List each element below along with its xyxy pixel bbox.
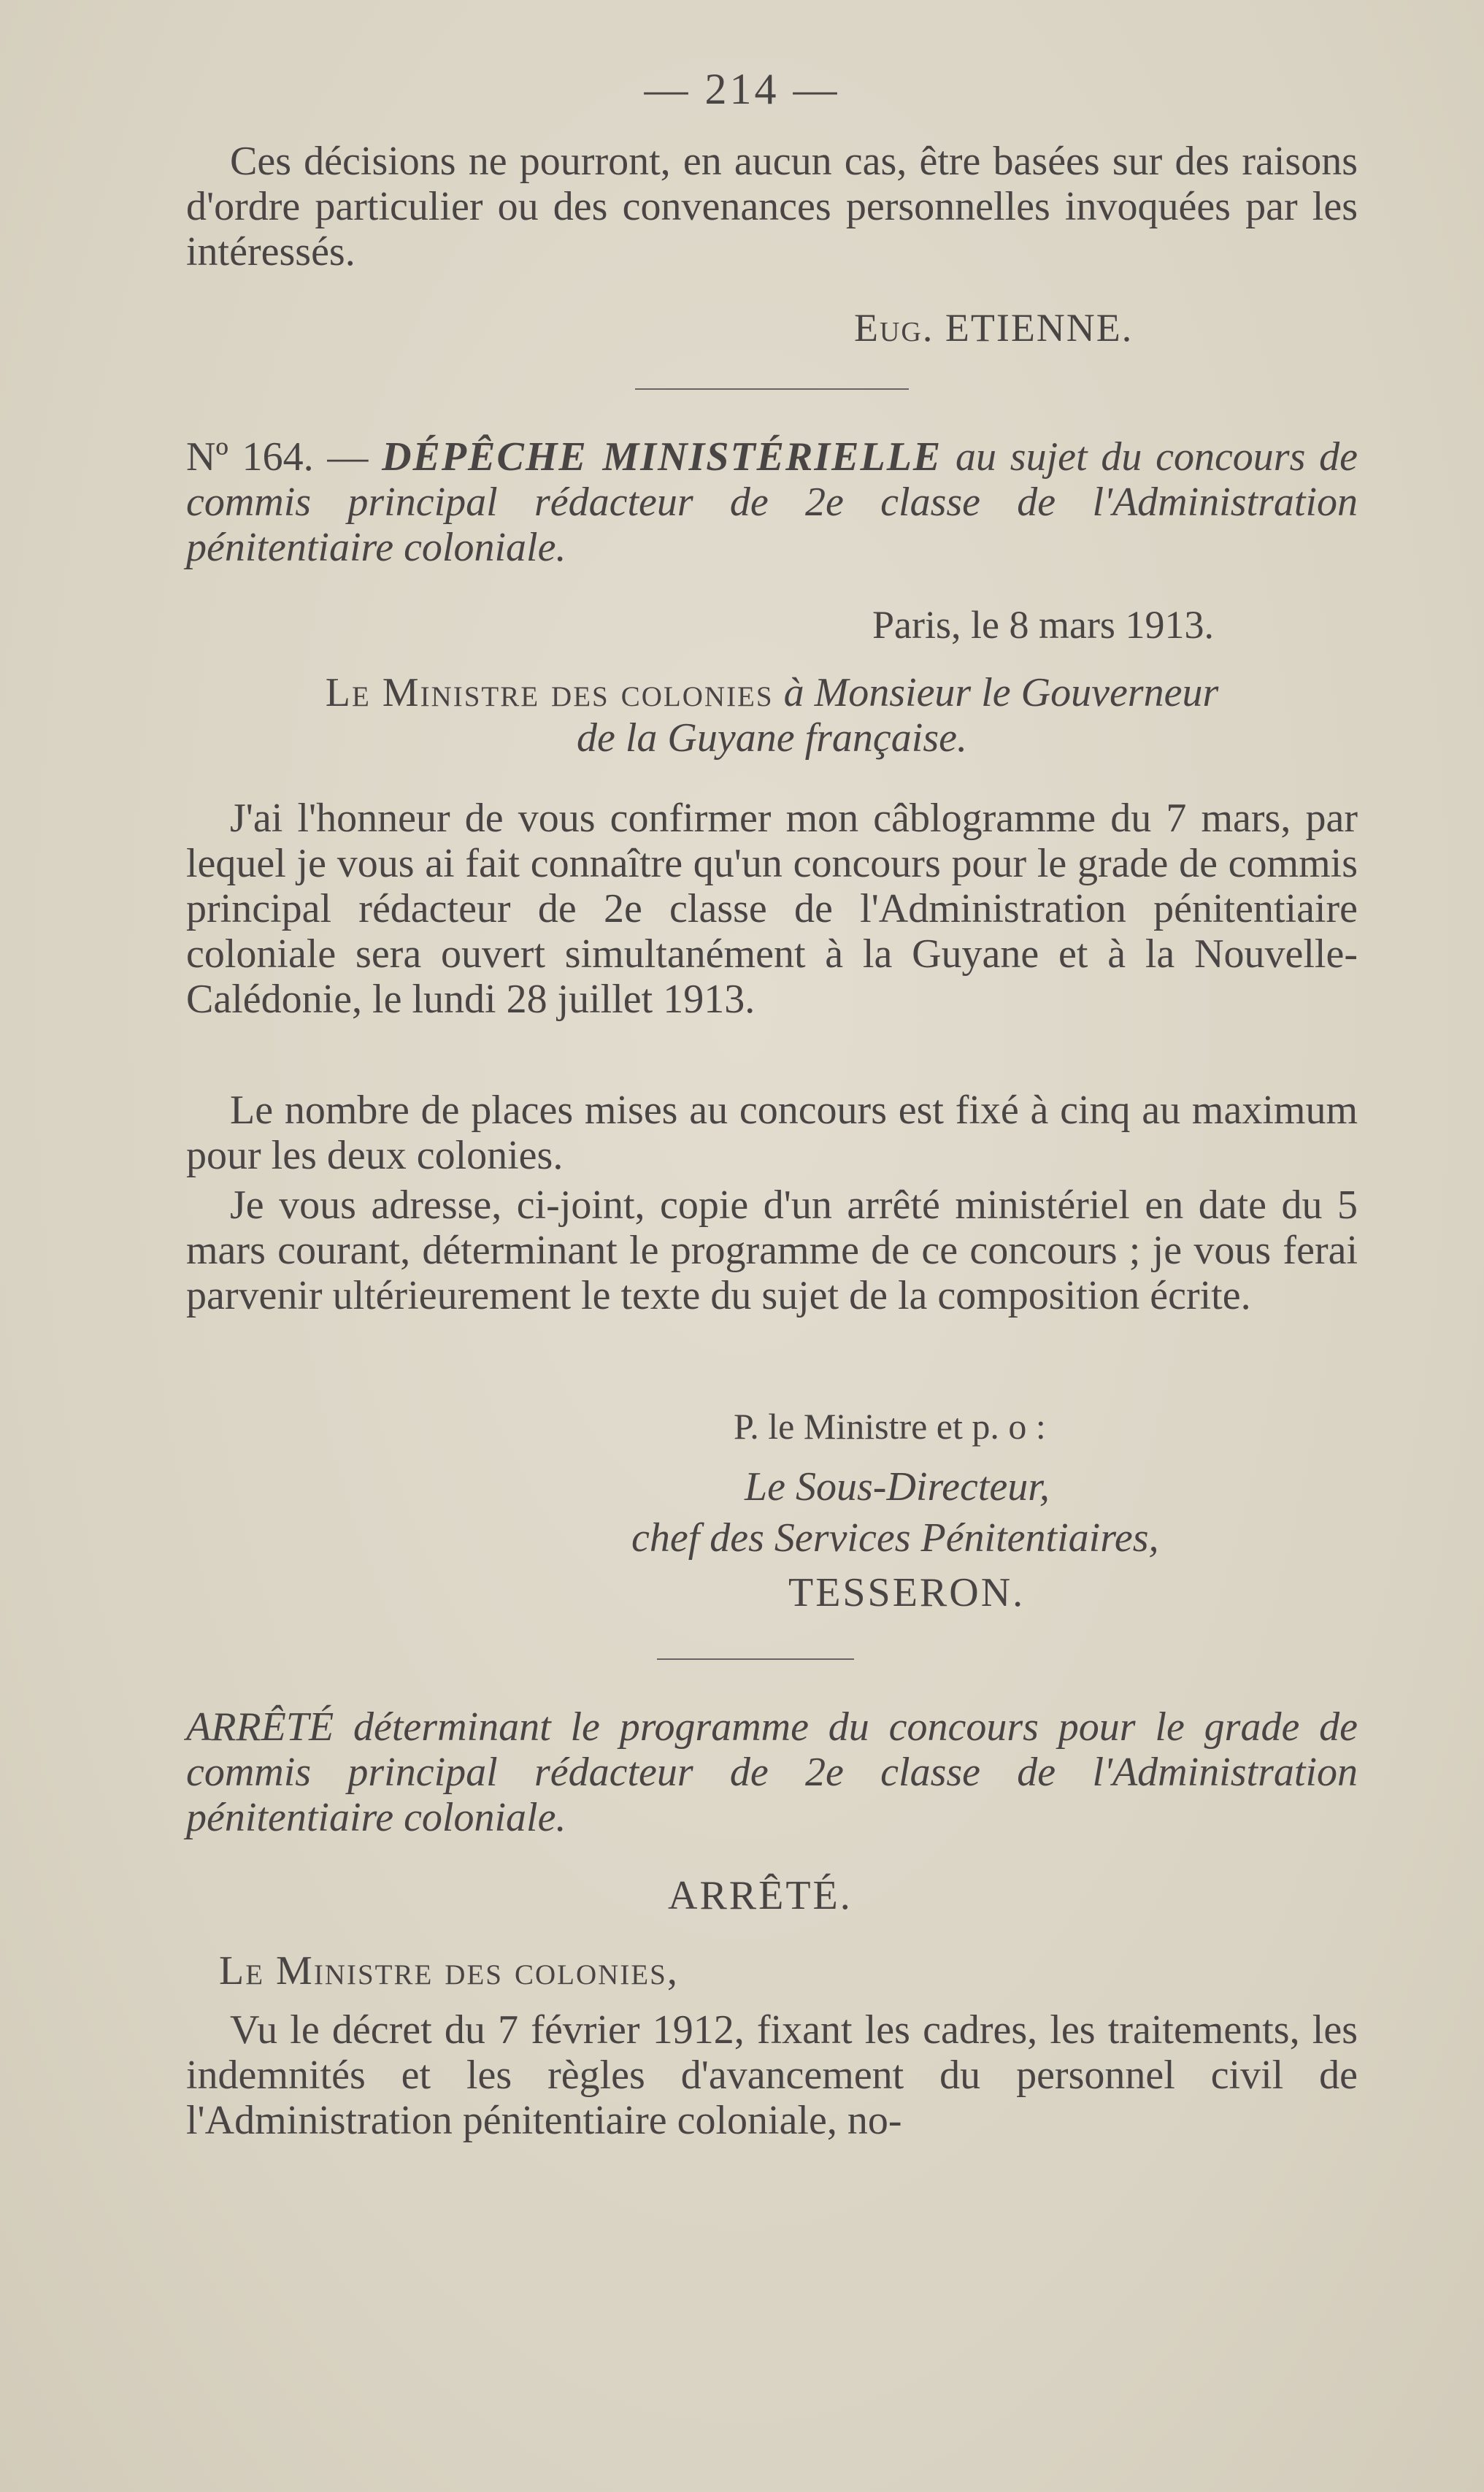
address-colony: de la Guyane française. — [577, 715, 967, 761]
dispatch-title: DÉPÊCHE MINISTÉRIELLE — [382, 434, 942, 480]
arrete-paragraph: Vu le décret du 7 février 1912, fixant les cadres, les traitements, les indemnités et les règles d'avancement du personnel civil de l'Administration pénitentiaire coloniale, no- — [186, 2007, 1358, 2143]
separator-rule-2 — [657, 1658, 854, 1660]
arrete-minister: Le Ministre des colonies, — [219, 1948, 679, 1993]
paragraph-2: Le nombre de places mises au concours est fixé à cinq au maximum pour les deux colonies. — [186, 1088, 1358, 1178]
signature-line-3: chef des Services Pénitentiaires, — [631, 1515, 1159, 1561]
page-number: — 214 — — [644, 65, 840, 113]
dispatch-address — [186, 670, 1358, 761]
address-sender: Le Ministre des colonies — [325, 670, 774, 715]
dispatch-dateline: Paris, le 8 mars 1913. — [872, 603, 1214, 647]
dispatch-number: Nº 164. — — [186, 434, 369, 480]
dispatch-subject: au sujet du concours de commis principal rédacteur de 2e classe de l'Administration pénitentiaire coloniale. — [186, 434, 1358, 570]
signature-name: TESSERON. — [788, 1570, 1026, 1615]
signature-line-1: P. le Ministre et p. o : — [734, 1406, 1046, 1447]
separator-rule — [635, 388, 909, 390]
paragraph-3: Je vous adresse, ci-joint, copie d'un arrêté ministériel en date du 5 mars courant, déterminant le programme de ce concours ; je vous ferai parvenir ultérieurement le texte du sujet de la composition écrite. — [186, 1182, 1358, 1318]
signature-line-2: Le Sous-Directeur, — [745, 1464, 1050, 1510]
address-recipient: à Monsieur le Gouverneur — [783, 670, 1219, 715]
paragraph-1: J'ai l'honneur de vous confirmer mon câblogramme du 7 mars, par lequel je vous ai fait connaître qu'un concours pour le grade de commis principal rédacteur de 2e classe de l'Administration pénitentiaire coloniale sera ouvert simultanément à la Guyane et à la Nouvelle-Calédonie, le lundi 28 juillet 1913. — [186, 796, 1358, 1022]
arrete-heading: ARRÊTÉ déterminant le programme du concours pour le grade de commis principal rédacteur de 2e classe de l'Administration pénitentiaire coloniale. — [186, 1704, 1358, 1840]
closing-signature: Eug. ETIENNE. — [854, 306, 1134, 350]
arrete-title: ARRÊTÉ. — [668, 1873, 853, 1918]
closing-paragraph: Ces décisions ne pourront, en aucun cas, être basées sur des raisons d'ordre particulier ou des convenances personnelles invoquées par les intéressés. — [186, 139, 1358, 274]
dispatch-heading — [186, 434, 1358, 570]
